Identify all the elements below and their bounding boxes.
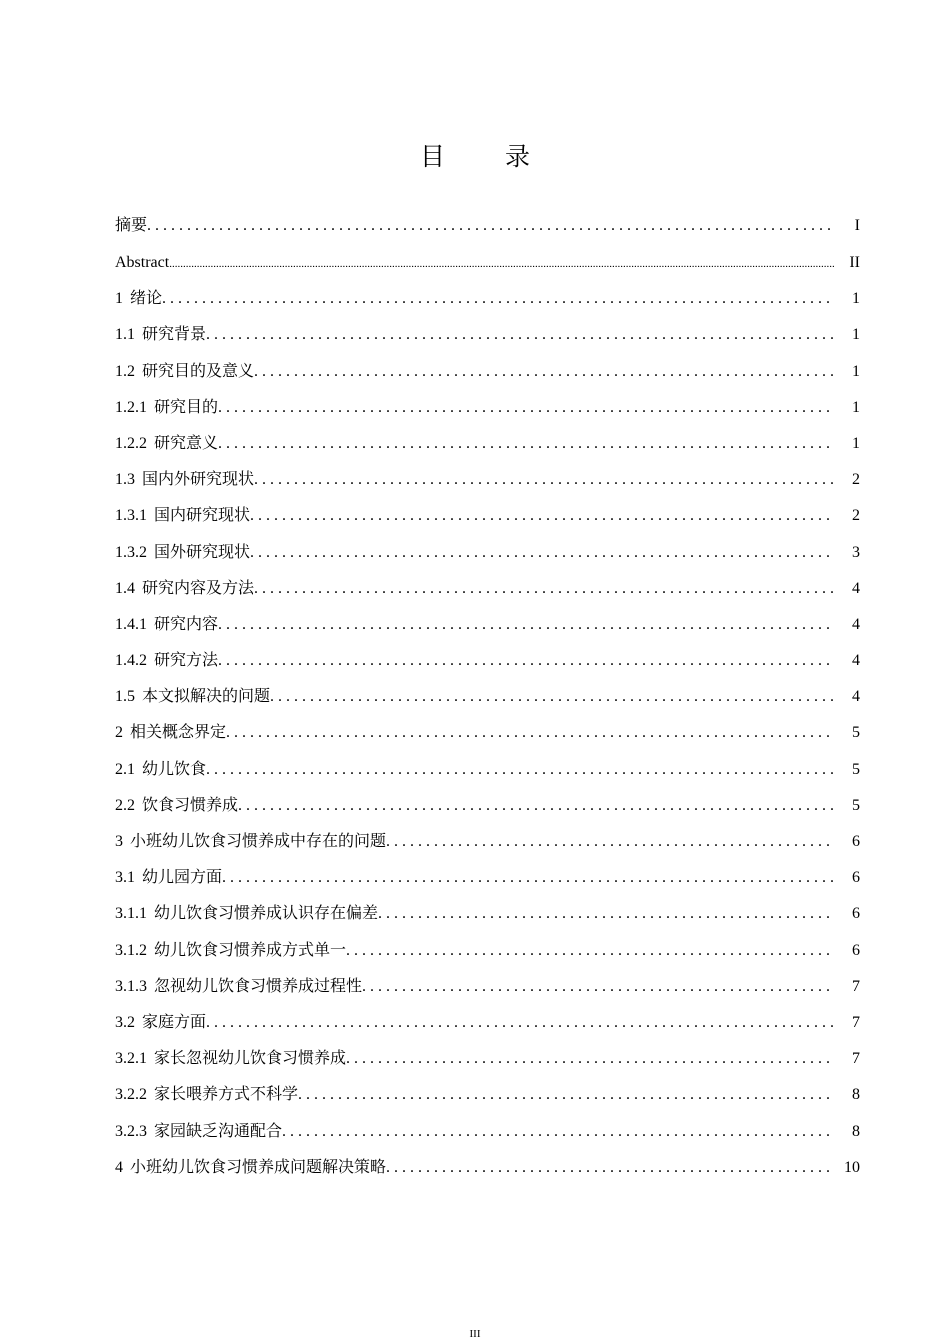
toc-entry-number: 1.3.1 — [115, 507, 147, 525]
toc-entry[interactable] — [115, 535, 860, 571]
toc-dot-leader — [270, 679, 834, 715]
toc-dot-leader — [206, 1005, 834, 1041]
toc-entry[interactable] — [115, 317, 860, 353]
toc-entry-page: 6 — [852, 833, 860, 850]
toc-entry-number: 3.2 — [115, 1013, 135, 1031]
toc-entry[interactable] — [115, 679, 860, 715]
toc-dot-leader — [162, 281, 834, 317]
toc-entry-number: 1.2.1 — [115, 398, 147, 416]
toc-entry-number: 3.1.1 — [115, 905, 147, 923]
toc-entry-number: 1.5 — [115, 688, 135, 706]
toc-entry-title: 研究方法 — [154, 652, 219, 670]
toc-dot-leader — [298, 1077, 834, 1113]
toc-entry-number: 3.1.3 — [115, 977, 147, 995]
toc-entry-page: 1 — [852, 434, 860, 452]
toc-entry-title: 研究意义 — [154, 434, 219, 452]
toc-entry-page: 1 — [852, 362, 860, 380]
toc-entry-title: 幼儿饮食习惯养成认识存在偏差 — [154, 905, 379, 923]
toc-entry-page: 8 — [852, 1086, 860, 1104]
toc-entry[interactable] — [115, 1005, 860, 1041]
toc-entry-page: 5 — [852, 760, 860, 778]
toc-entry-page: 7 — [852, 1050, 860, 1068]
toc-entry-page: 10 — [844, 1158, 860, 1176]
toc-entry-page: 4 — [852, 652, 860, 670]
toc-entry-number: 3 — [115, 833, 123, 850]
toc-entry-page: 2 — [852, 471, 860, 489]
toc-entry[interactable] — [115, 1114, 860, 1150]
toc-entry[interactable] — [115, 390, 860, 426]
toc-entry-title: 研究内容及方法 — [142, 579, 255, 597]
toc-entry-page: I — [854, 217, 860, 234]
toc-entry-page: 1 — [852, 398, 860, 416]
toc-entry-number: 3.2.1 — [115, 1050, 147, 1068]
toc-entry-title: 国内外研究现状 — [142, 471, 255, 489]
toc-dot-leader — [226, 715, 834, 751]
toc-entry-page: 6 — [852, 905, 860, 923]
toc-entry-number: 1.3.2 — [115, 543, 147, 561]
toc-entry-number: 1.1 — [115, 326, 135, 344]
toc-entry-number: 3.1.2 — [115, 941, 147, 959]
toc-entry-title: 幼儿饮食习惯养成方式单一 — [154, 941, 347, 959]
toc-entry[interactable] — [115, 1041, 860, 1077]
toc-entry-number: 1.2 — [115, 362, 135, 380]
toc-entry-title: 研究内容 — [154, 615, 219, 633]
toc-entry-number: 2.1 — [115, 760, 135, 778]
toc-entry-number: 3.1 — [115, 869, 135, 887]
toc-entry-title: 国外研究现状 — [154, 543, 251, 561]
toc-entry-title: 国内研究现状 — [154, 507, 251, 525]
toc-dot-leader — [362, 969, 834, 1005]
toc-entry[interactable] — [115, 571, 860, 607]
toc-entry-title: 幼儿园方面 — [142, 869, 223, 887]
toc-entry[interactable] — [115, 824, 860, 860]
toc-entry[interactable] — [115, 607, 860, 643]
toc-entry-title: Abstract — [115, 254, 170, 271]
toc-entry-title: 家庭方面 — [142, 1013, 207, 1031]
toc-entry[interactable] — [115, 860, 860, 896]
toc-entry[interactable] — [115, 245, 860, 281]
toc-dot-leader — [218, 426, 834, 462]
toc-entry-page: 1 — [852, 290, 860, 308]
toc-entry-title: 本文拟解决的问题 — [142, 688, 271, 706]
toc-entry-page: 6 — [852, 941, 860, 959]
toc-entry[interactable] — [115, 933, 860, 969]
toc-entry-title: 家长忽视幼儿饮食习惯养成 — [154, 1050, 347, 1068]
toc-entry[interactable] — [115, 1077, 860, 1113]
toc-entry[interactable] — [115, 752, 860, 788]
toc-entry[interactable] — [115, 207, 860, 245]
toc-entry[interactable] — [115, 643, 860, 679]
toc-entry-page: 4 — [852, 615, 860, 633]
toc-dot-leader — [206, 752, 834, 788]
toc-dot-leader — [250, 535, 834, 571]
toc-entry-title: 饮食习惯养成 — [142, 796, 239, 814]
toc-entry[interactable] — [115, 462, 860, 498]
toc-dot-leader — [346, 1041, 834, 1077]
toc-entry-title: 忽视幼儿饮食习惯养成过程性 — [154, 977, 363, 995]
page-title: 目 录 — [420, 141, 556, 171]
toc-entry[interactable] — [115, 1150, 860, 1186]
toc-entry[interactable] — [115, 896, 860, 932]
toc-dot-leader — [169, 245, 834, 282]
toc-entry-title: 研究背景 — [142, 326, 207, 344]
toc-dot-leader — [254, 462, 834, 498]
toc-entry-title: 研究目的 — [154, 398, 219, 416]
toc-entry-number: 1.4 — [115, 579, 135, 597]
toc-entry-page: 2 — [852, 507, 860, 525]
toc-entry-number: 2 — [115, 724, 123, 742]
toc-entry[interactable] — [115, 969, 860, 1005]
toc-entry[interactable] — [115, 498, 860, 534]
toc-dot-leader — [386, 1150, 834, 1186]
toc-entry-page: 8 — [852, 1122, 860, 1140]
toc-dot-leader — [254, 571, 834, 607]
toc-entry-title: 相关概念界定 — [130, 724, 227, 742]
toc-entry-page: 4 — [852, 579, 860, 597]
toc-entry-page: II — [849, 254, 860, 271]
toc-entry-title: 研究目的及意义 — [142, 362, 255, 380]
toc-entry[interactable] — [115, 354, 860, 390]
toc-entry-number: 1.3 — [115, 471, 135, 489]
toc-entry-number: 1.4.1 — [115, 615, 147, 633]
toc-entry-number: 1.4.2 — [115, 652, 147, 670]
toc-dot-leader — [238, 788, 834, 824]
toc-entry-number: 1 — [115, 290, 123, 308]
toc-dot-leader — [218, 643, 834, 679]
toc-entry-number: 1.2.2 — [115, 434, 147, 452]
toc-entry-title: 绪论 — [130, 290, 163, 308]
toc-entry-title: 家长喂养方式不科学 — [154, 1086, 299, 1104]
toc-dot-leader — [218, 390, 834, 426]
toc-entry-page: 5 — [852, 724, 860, 742]
toc-dot-leader — [346, 933, 834, 969]
page-number: III — [469, 1328, 481, 1340]
toc-entry[interactable] — [115, 715, 860, 751]
toc-dot-leader — [254, 354, 834, 390]
toc-entry-number: 3.2.2 — [115, 1086, 147, 1104]
toc-dot-leader — [386, 824, 834, 860]
toc-entry-title: 幼儿饮食 — [142, 760, 207, 778]
toc-entry-page: 3 — [852, 543, 860, 561]
toc-entry-number: 2.2 — [115, 796, 135, 814]
toc-dot-leader — [282, 1114, 834, 1150]
toc-entry-title: 小班幼儿饮食习惯养成中存在的问题 — [130, 833, 387, 850]
toc-entry[interactable] — [115, 281, 860, 317]
toc-entry-page: 5 — [852, 796, 860, 814]
toc-dot-leader — [206, 317, 834, 353]
toc-entry-page: 7 — [852, 977, 860, 995]
toc-dot-leader — [218, 607, 834, 643]
toc-entry-title: 家园缺乏沟通配合 — [154, 1122, 283, 1140]
toc-entry-title: 摘要 — [115, 217, 148, 234]
toc-entry-title: 小班幼儿饮食习惯养成问题解决策略 — [130, 1158, 387, 1176]
toc-dot-leader — [250, 498, 834, 534]
toc-entry-page: 7 — [852, 1013, 860, 1031]
toc-entry[interactable] — [115, 788, 860, 824]
toc-entry-page: 4 — [852, 688, 860, 706]
toc-entry-page: 6 — [852, 869, 860, 887]
toc-entry-number: 3.2.3 — [115, 1122, 147, 1140]
toc-entry-page: 1 — [852, 326, 860, 344]
toc-dot-leader — [222, 860, 834, 896]
toc-entry-number: 4 — [115, 1158, 123, 1176]
table-of-contents — [115, 207, 860, 1186]
toc-dot-leader — [378, 896, 834, 932]
toc-dot-leader — [147, 207, 834, 245]
toc-entry[interactable] — [115, 426, 860, 462]
